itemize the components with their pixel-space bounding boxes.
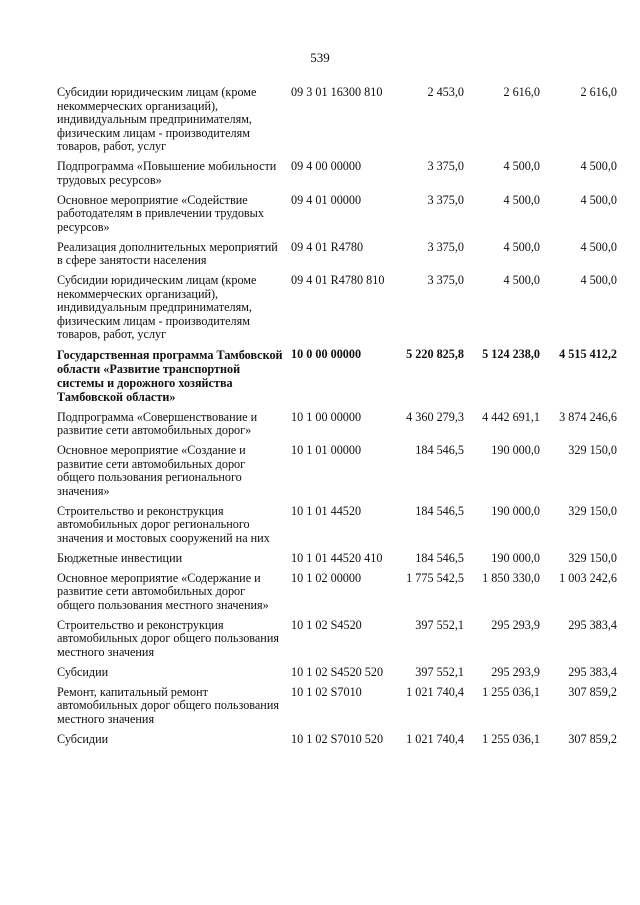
row-value-1: 184 546,5 [415,503,464,518]
table-row [57,274,617,342]
row-code: 10 1 01 00000 [291,443,362,457]
row-name: Субсидии юридическим лицам (кроме некоммерческих организаций), индивидуальным предпринимателям, физическим лицам - производителям товаров, работ, услуг [57,85,257,153]
row-value-3: 329 150,0 [568,503,617,518]
table-row [57,194,617,235]
table-row [57,411,617,438]
row-value-1: 1 021 740,4 [406,731,464,746]
row-code: 10 1 02 S4520 [291,617,362,632]
row-code: 10 1 02 S4520 520 [291,664,384,679]
row-value-1: 3 375,0 [427,239,464,254]
row-value-1: 1 021 740,4 [406,684,464,699]
row-code: 10 1 00 00000 [291,409,362,424]
row-code: 10 1 02 S7010 [291,684,362,699]
row-name: Государственная программа Тамбовской области «Развитие транспортной системы и дорожного хозяйства Тамбовской области» [57,348,283,404]
row-value-1: 184 546,5 [415,443,464,457]
row-value-3: 307 859,2 [568,731,617,746]
table-row [57,619,617,660]
row-value-1: 1 775 542,5 [406,570,464,585]
row-name: Подпрограмма «Совершенствование и развитие сети автомобильных дорог» [57,409,258,437]
row-name: Основное мероприятие «Содержание и развитие сети автомобильных дорог общего пользования местного значения» [57,570,269,612]
row-value-3: 4 515 412,2 [559,347,617,361]
row-value-3: 1 003 242,6 [559,570,617,585]
row-name: Субсидии [57,664,109,679]
row-value-2: 2 616,0 [503,85,540,99]
row-name: Подпрограмма «Повышение мобильности трудовых ресурсов» [57,159,277,187]
table-row [57,160,617,187]
table-row [57,241,617,268]
row-value-1: 5 220 825,8 [406,347,464,361]
table-row [57,552,617,566]
row-value-1: 3 375,0 [427,273,464,287]
row-name: Основное мероприятие «Содействие работодателям в привлечении трудовых ресурсов» [57,192,264,234]
row-value-2: 190 000,0 [491,503,540,518]
row-value-2: 1 255 036,1 [482,684,540,699]
budget-table [57,86,617,753]
row-value-2: 4 500,0 [503,159,540,173]
row-name: Реализация дополнительных мероприятий в сфере занятости населения [57,239,278,267]
row-name: Ремонт, капитальный ремонт автомобильных дорог общего пользования местного значения [57,684,279,726]
row-code: 09 4 00 00000 [291,159,362,173]
row-value-1: 4 360 279,3 [406,409,464,424]
row-value-3: 3 874 246,6 [559,409,617,424]
page-number: 539 [310,50,330,65]
table-row [57,348,617,404]
row-value-1: 2 453,0 [427,85,464,99]
row-value-3: 4 500,0 [580,239,617,254]
row-value-1: 397 552,1 [415,617,464,632]
row-code: 10 0 00 00000 [291,347,362,361]
table-row [57,666,617,680]
row-code: 09 4 01 00000 [291,192,362,207]
row-code: 09 3 01 16300 810 [291,85,383,99]
row-value-2: 4 500,0 [503,192,540,207]
table-row [57,505,617,546]
row-value-2: 190 000,0 [491,550,540,565]
row-code: 10 1 01 44520 [291,503,362,518]
row-value-3: 4 500,0 [580,192,617,207]
row-value-1: 397 552,1 [415,664,464,679]
row-value-1: 3 375,0 [427,192,464,207]
row-name: Основное мероприятие «Создание и развитие сети автомобильных дорог общего пользования регионального значения» [57,443,246,498]
table-row [57,86,617,154]
row-name: Строительство и реконструкция автомобильных дорог регионального значения и мостовых сооружений на них [57,503,270,545]
row-value-2: 190 000,0 [491,443,540,457]
table-row [57,572,617,613]
row-value-3: 4 500,0 [580,159,617,173]
row-value-2: 4 500,0 [503,239,540,254]
row-code: 10 1 02 00000 [291,570,362,585]
row-code: 09 4 01 R4780 [291,239,364,254]
row-value-3: 307 859,2 [568,684,617,699]
row-value-2: 295 293,9 [491,664,540,679]
row-code: 10 1 01 44520 410 [291,550,383,565]
row-value-2: 5 124 238,0 [482,347,540,361]
row-value-3: 4 500,0 [580,273,617,287]
row-value-3: 329 150,0 [568,443,617,457]
row-value-2: 295 293,9 [491,617,540,632]
row-value-3: 329 150,0 [568,550,617,565]
row-name: Строительство и реконструкция автомобильных дорог общего пользования местного значения [57,617,279,659]
row-value-2: 1 255 036,1 [482,731,540,746]
row-code: 10 1 02 S7010 520 [291,731,384,746]
table-row [57,444,617,498]
row-value-2: 4 500,0 [503,273,540,287]
row-value-3: 2 616,0 [580,85,617,99]
row-name: Субсидии [57,731,109,746]
row-name: Бюджетные инвестиции [57,550,183,565]
row-value-3: 295 383,4 [568,617,617,632]
row-code: 09 4 01 R4780 810 [291,273,385,287]
row-value-3: 295 383,4 [568,664,617,679]
row-value-1: 184 546,5 [415,550,464,565]
row-name: Субсидии юридическим лицам (кроме некоммерческих организаций), индивидуальным предпринимателям, физическим лицам - производителям товаров, работ, услуг [57,273,257,341]
row-value-2: 4 442 691,1 [482,409,540,424]
row-value-1: 3 375,0 [427,159,464,173]
row-value-2: 1 850 330,0 [482,570,540,585]
table-row [57,733,617,747]
table-row [57,686,617,727]
